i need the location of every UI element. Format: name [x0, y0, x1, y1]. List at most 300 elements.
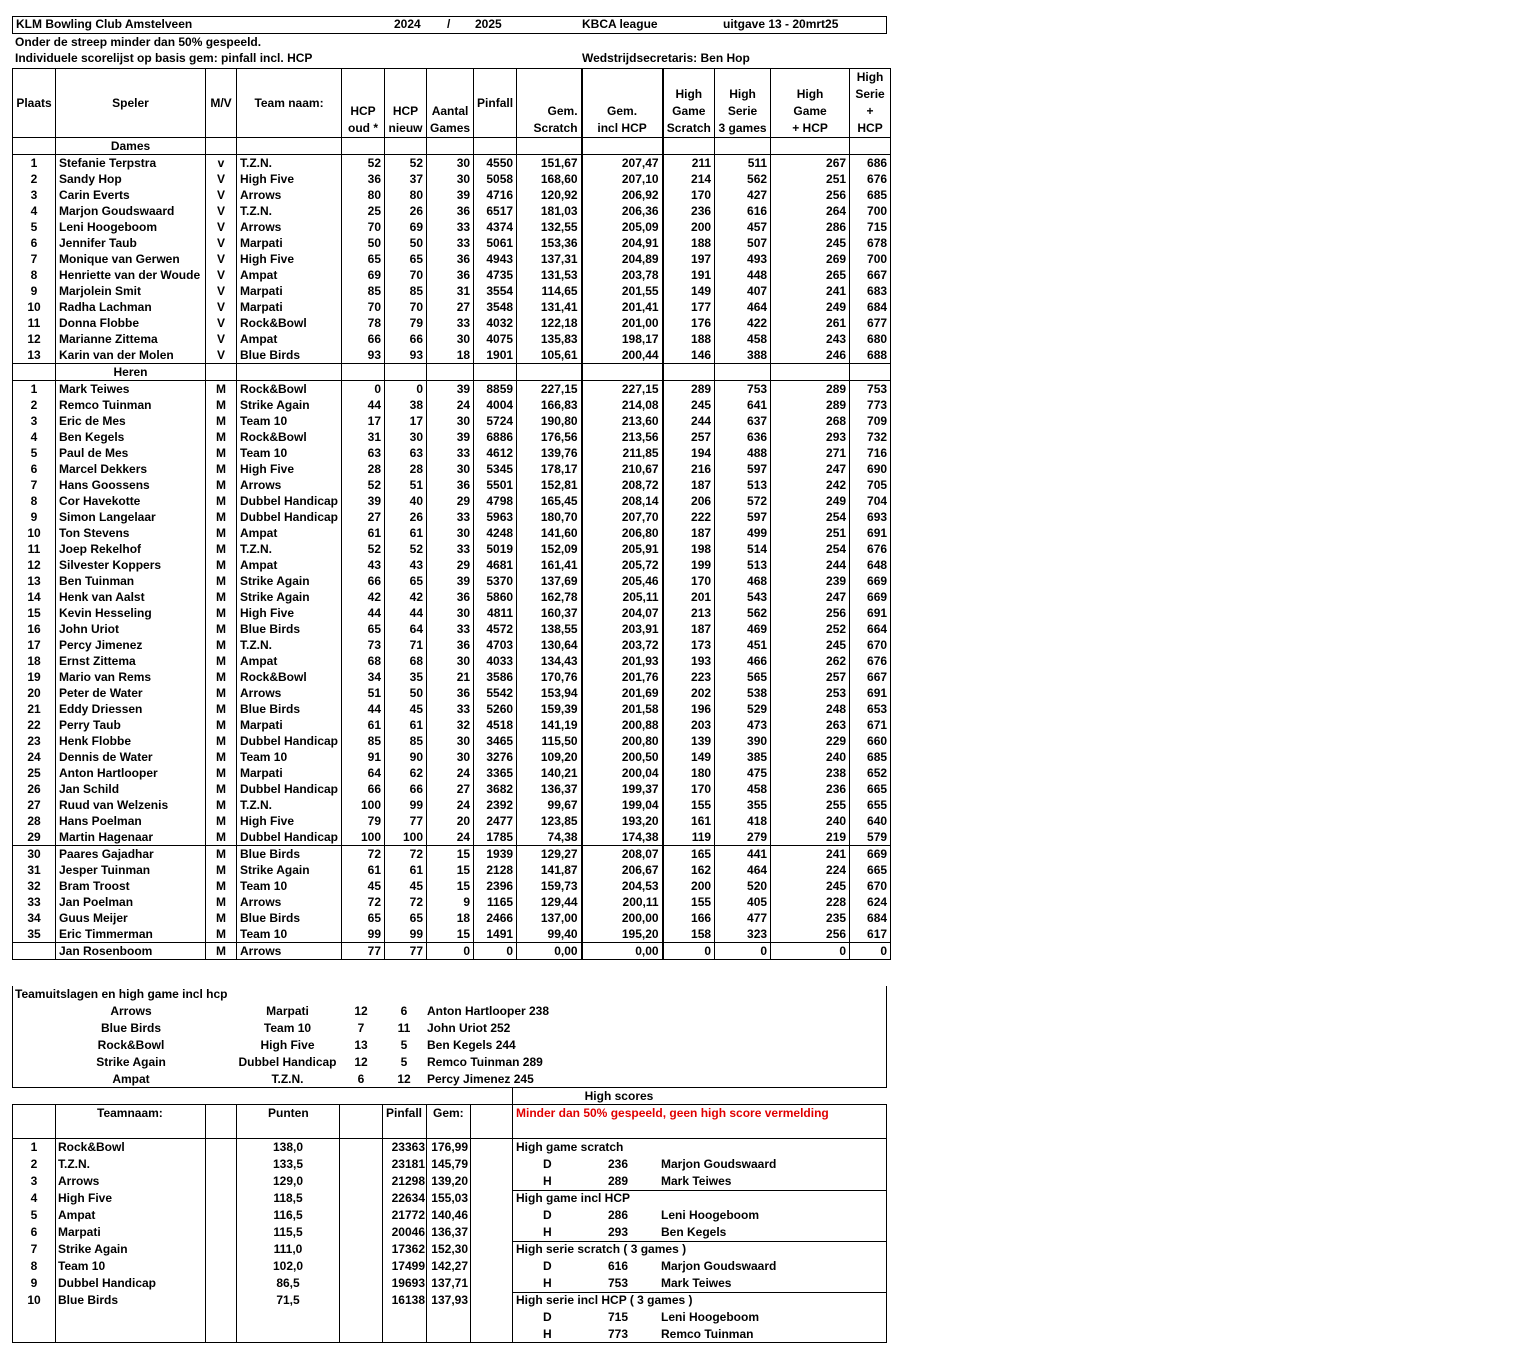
cell-pinfall: 1901	[474, 347, 517, 364]
cell-gem-hcp: 203,78	[582, 267, 663, 283]
cell-hcp-oud: 91	[342, 749, 385, 765]
cell-gem-scratch: 109,20	[517, 749, 582, 765]
standings-rank: 3	[30, 1174, 38, 1188]
team-result-home-team: Strike Again	[96, 1055, 166, 1069]
cell-plaats: 11	[13, 315, 56, 331]
cell-aantal-games: 39	[427, 381, 474, 398]
cell-high-serie-hcp: 676	[850, 653, 891, 669]
cell-high-game-scratch: 173	[663, 637, 715, 653]
cell-pinfall: 2392	[474, 797, 517, 813]
cell-team: Team 10	[237, 878, 342, 894]
cell-speler: Marjon Goudswaard	[56, 203, 206, 219]
section-heren-label: Heren	[56, 364, 206, 381]
cell-gem-hcp: 201,58	[582, 701, 663, 717]
cell-plaats: 21	[13, 701, 56, 717]
cell-high-serie-scratch: 422	[715, 315, 771, 331]
note-basis: Individuele scorelijst op basis gem: pinfall incl. HCP	[15, 51, 313, 65]
cell-hcp-oud: 68	[342, 653, 385, 669]
cell-aantal-games: 15	[427, 878, 474, 894]
high-score-player: Ben Kegels	[661, 1225, 727, 1239]
cell-speler: Eric Timmerman	[56, 926, 206, 943]
cell-hcp-nieuw: 50	[385, 685, 427, 701]
cell-high-game-hcp: 262	[771, 653, 850, 669]
cell-aantal-games: 30	[427, 413, 474, 429]
cell-high-game-hcp: 271	[771, 445, 850, 461]
cell-pinfall: 5963	[474, 509, 517, 525]
cell-speler: Carin Everts	[56, 187, 206, 203]
cell-high-serie-hcp: 617	[850, 926, 891, 943]
cell-aantal-games: 33	[427, 445, 474, 461]
cell-pinfall: 4248	[474, 525, 517, 541]
season-year-start: 2024	[394, 17, 421, 31]
season-year-end: 2025	[475, 17, 502, 31]
cell-high-serie-scratch: 565	[715, 669, 771, 685]
cell-team: Arrows	[237, 219, 342, 235]
standings-rank: 4	[30, 1191, 38, 1205]
high-score-player: Mark Teiwes	[661, 1174, 732, 1188]
cell-high-serie-hcp: 653	[850, 701, 891, 717]
cell-gem-hcp: 199,04	[582, 797, 663, 813]
cell-high-game-hcp: 238	[771, 765, 850, 781]
cell-hcp-nieuw: 38	[385, 397, 427, 413]
cell-pinfall: 5260	[474, 701, 517, 717]
cell-high-serie-scratch: 513	[715, 557, 771, 573]
cell-gem-scratch: 181,03	[517, 203, 582, 219]
cell-plaats: 31	[13, 862, 56, 878]
cell-aantal-games: 30	[427, 605, 474, 621]
cell-speler: Guus Meijer	[56, 910, 206, 926]
table-row	[13, 381, 891, 398]
cell-mv: M	[206, 381, 237, 398]
cell-speler: Henk Flobbe	[56, 733, 206, 749]
cell-team: Rock&Bowl	[237, 669, 342, 685]
cell-high-serie-scratch: 279	[715, 829, 771, 846]
cell-hcp-nieuw: 71	[385, 637, 427, 653]
standings-pinfall: 21298	[391, 1174, 425, 1188]
standings-points: 116,5	[273, 1208, 303, 1222]
cell-hcp-nieuw: 26	[385, 203, 427, 219]
cell-pinfall: 4716	[474, 187, 517, 203]
cell-gem-hcp: 198,17	[582, 331, 663, 347]
secretary-label: Wedstrijdsecretaris: Ben Hop	[582, 51, 750, 65]
cell-high-game-hcp: 239	[771, 573, 850, 589]
cell-hcp-nieuw: 40	[385, 493, 427, 509]
cell-hcp-nieuw: 85	[385, 283, 427, 299]
cell-high-game-hcp: 248	[771, 701, 850, 717]
cell-speler: Henk van Aalst	[56, 589, 206, 605]
high-score-player: Leni Hoogeboom	[661, 1208, 759, 1222]
table-row	[13, 669, 891, 685]
cell-aantal-games: 33	[427, 315, 474, 331]
cell-hcp-nieuw: 61	[385, 717, 427, 733]
cell-high-serie-hcp: 716	[850, 445, 891, 461]
cell-high-game-scratch: 197	[663, 251, 715, 267]
cell-high-serie-hcp: 669	[850, 589, 891, 605]
cell-hcp-oud: 79	[342, 813, 385, 829]
cell-aantal-games: 32	[427, 717, 474, 733]
cell-plaats: 2	[13, 171, 56, 187]
cell-hcp-oud: 39	[342, 493, 385, 509]
standings-pinfall: 19693	[391, 1276, 425, 1290]
cell-plaats: 11	[13, 541, 56, 557]
standings-points: 86,5	[276, 1276, 300, 1290]
cell-team: Rock&Bowl	[237, 315, 342, 331]
cell-mv: M	[206, 910, 237, 926]
cell-team: Dubbel Handicap	[237, 829, 342, 846]
cell-plaats: 24	[13, 749, 56, 765]
cell-speler: Martin Hagenaar	[56, 829, 206, 846]
standings-pinfall-header: Pinfall	[386, 1106, 423, 1120]
cell-hcp-oud: 99	[342, 926, 385, 943]
cell-speler: Remco Tuinman	[56, 397, 206, 413]
table-row	[13, 509, 891, 525]
cell-speler: Ben Kegels	[56, 429, 206, 445]
cell-pinfall: 4518	[474, 717, 517, 733]
cell-speler: John Uriot	[56, 621, 206, 637]
cell-pinfall: 5345	[474, 461, 517, 477]
cell-speler: Paares Gajadhar	[56, 846, 206, 863]
cell-high-serie-hcp: 683	[850, 283, 891, 299]
cell-pinfall: 5061	[474, 235, 517, 251]
cell-mv: M	[206, 605, 237, 621]
cell-hcp-nieuw: 51	[385, 477, 427, 493]
team-result-home-team: Blue Birds	[100, 1021, 161, 1035]
table-row	[13, 653, 891, 669]
cell-mv: M	[206, 878, 237, 894]
cell-hcp-oud: 52	[342, 477, 385, 493]
cell-gem-hcp: 206,80	[582, 525, 663, 541]
cell-high-game-scratch: 161	[663, 813, 715, 829]
table-row	[13, 781, 891, 797]
table-row	[13, 347, 891, 364]
cell-gem-hcp: 205,11	[582, 589, 663, 605]
cell-team: T.Z.N.	[237, 541, 342, 557]
cell-gem-scratch: 115,50	[517, 733, 582, 749]
cell-plaats: 13	[13, 347, 56, 364]
cell-high-game-scratch: 146	[663, 347, 715, 364]
cell-speler: Paul de Mes	[56, 445, 206, 461]
high-score-gender: D	[543, 1259, 552, 1273]
cell-hcp-nieuw: 43	[385, 557, 427, 573]
cell-mv: M	[206, 461, 237, 477]
cell-high-serie-scratch: 597	[715, 461, 771, 477]
cell-high-game-scratch: 188	[663, 331, 715, 347]
cell-high-game-hcp: 256	[771, 605, 850, 621]
cell-team: Ampat	[237, 525, 342, 541]
standings-rank: 9	[30, 1276, 38, 1290]
cell-mv: M	[206, 846, 237, 863]
cell-high-game-hcp: 268	[771, 413, 850, 429]
team-result-away-points: 6	[400, 1004, 408, 1018]
cell-hcp-oud: 66	[342, 573, 385, 589]
cell-high-game-hcp: 219	[771, 829, 850, 846]
cell-speler: Hans Poelman	[56, 813, 206, 829]
cell-hcp-oud: 85	[342, 283, 385, 299]
cell-high-game-hcp: 256	[771, 187, 850, 203]
cell-aantal-games: 29	[427, 493, 474, 509]
standings-rank: 1	[30, 1140, 38, 1154]
cell-aantal-games: 21	[427, 669, 474, 685]
cell-team: Arrows	[237, 477, 342, 493]
standings-average: 136,37	[431, 1225, 468, 1239]
cell-mv: M	[206, 701, 237, 717]
cell-mv: M	[206, 894, 237, 910]
cell-high-serie-hcp: 684	[850, 910, 891, 926]
table-row	[13, 910, 891, 926]
cell-team: High Five	[237, 251, 342, 267]
cell-team: Strike Again	[237, 397, 342, 413]
cell-gem-hcp: 0,00	[582, 943, 663, 960]
cell-aantal-games: 36	[427, 637, 474, 653]
col-high-game-hcp: High Game + HCP	[771, 69, 850, 138]
cell-team: Strike Again	[237, 573, 342, 589]
cell-gem-scratch: 166,83	[517, 397, 582, 413]
cell-hcp-nieuw: 61	[385, 525, 427, 541]
cell-high-serie-hcp: 700	[850, 251, 891, 267]
cell-gem-hcp: 195,20	[582, 926, 663, 943]
high-score-group-title: High game incl HCP	[516, 1191, 631, 1205]
cell-hcp-nieuw: 17	[385, 413, 427, 429]
cell-high-serie-scratch: 451	[715, 637, 771, 653]
league-name: KBCA league	[582, 17, 658, 31]
cell-high-game-scratch: 199	[663, 557, 715, 573]
cell-team: Dubbel Handicap	[237, 509, 342, 525]
high-score-player: Marjon Goudswaard	[661, 1157, 777, 1171]
cell-high-game-hcp: 242	[771, 477, 850, 493]
cell-hcp-nieuw: 100	[385, 829, 427, 846]
cell-high-serie-scratch: 597	[715, 509, 771, 525]
cell-hcp-oud: 100	[342, 797, 385, 813]
high-score-value: 616	[608, 1259, 629, 1273]
cell-high-game-scratch: 213	[663, 605, 715, 621]
cell-speler: Bram Troost	[56, 878, 206, 894]
standings-team: Marpati	[58, 1225, 101, 1239]
cell-aantal-games: 20	[427, 813, 474, 829]
cell-plaats: 8	[13, 493, 56, 509]
table-row	[13, 605, 891, 621]
cell-hcp-nieuw: 35	[385, 669, 427, 685]
high-score-gender: D	[543, 1310, 552, 1324]
cell-high-serie-hcp: 684	[850, 299, 891, 315]
cell-team: T.Z.N.	[237, 637, 342, 653]
cell-high-game-scratch: 170	[663, 573, 715, 589]
table-row	[13, 829, 891, 846]
cell-pinfall: 4550	[474, 155, 517, 172]
col-hcp-nieuw: HCP nieuw	[385, 69, 427, 138]
cell-plaats: 2	[13, 397, 56, 413]
cell-gem-scratch: 168,60	[517, 171, 582, 187]
cell-team: High Five	[237, 461, 342, 477]
cell-gem-hcp: 213,60	[582, 413, 663, 429]
cell-gem-scratch: 123,85	[517, 813, 582, 829]
high-score-player: Remco Tuinman	[661, 1327, 754, 1341]
cell-hcp-oud: 28	[342, 461, 385, 477]
cell-high-serie-scratch: 355	[715, 797, 771, 813]
cell-hcp-nieuw: 70	[385, 299, 427, 315]
cell-high-game-scratch: 149	[663, 749, 715, 765]
table-row	[13, 331, 891, 347]
cell-high-game-scratch: 170	[663, 187, 715, 203]
cell-gem-hcp: 213,56	[582, 429, 663, 445]
cell-high-game-hcp: 256	[771, 926, 850, 943]
cell-mv: V	[206, 283, 237, 299]
standings-points: 102,0	[272, 1259, 304, 1273]
cell-high-game-scratch: 187	[663, 621, 715, 637]
cell-speler: Kevin Hesseling	[56, 605, 206, 621]
cell-mv: M	[206, 413, 237, 429]
cell-aantal-games: 33	[427, 541, 474, 557]
cell-aantal-games: 33	[427, 701, 474, 717]
cell-pinfall: 4374	[474, 219, 517, 235]
cell-high-game-scratch: 187	[663, 477, 715, 493]
cell-team: Marpati	[237, 283, 342, 299]
cell-speler: Anton Hartlooper	[56, 765, 206, 781]
standings-points: 133,5	[272, 1157, 304, 1171]
cell-high-game-hcp: 236	[771, 781, 850, 797]
standings-team: Blue Birds	[58, 1293, 119, 1307]
cell-speler: Ernst Zittema	[56, 653, 206, 669]
cell-pinfall: 4735	[474, 267, 517, 283]
table-row	[13, 894, 891, 910]
cell-high-game-scratch: 198	[663, 541, 715, 557]
club-name: KLM Bowling Club Amstelveen	[16, 17, 193, 31]
table-row	[13, 397, 891, 413]
cell-gem-scratch: 131,41	[517, 299, 582, 315]
cell-pinfall: 5019	[474, 541, 517, 557]
standings-points: 138,0	[272, 1140, 304, 1154]
high-score-gender: D	[543, 1208, 552, 1222]
cell-high-serie-hcp: 773	[850, 397, 891, 413]
cell-high-game-hcp: 254	[771, 541, 850, 557]
table-row	[13, 235, 891, 251]
cell-hcp-nieuw: 26	[385, 509, 427, 525]
cell-high-game-scratch: 245	[663, 397, 715, 413]
high-score-value: 753	[608, 1276, 629, 1290]
standings-team: Strike Again	[58, 1242, 128, 1256]
table-row	[13, 299, 891, 315]
cell-high-game-scratch: 236	[663, 203, 715, 219]
cell-gem-scratch: 137,31	[517, 251, 582, 267]
cell-gem-scratch: 153,94	[517, 685, 582, 701]
cell-gem-hcp: 205,72	[582, 557, 663, 573]
standings-average: 142,27	[431, 1259, 468, 1273]
cell-hcp-oud: 0	[342, 381, 385, 398]
cell-high-game-scratch: 216	[663, 461, 715, 477]
cell-gem-scratch: 178,17	[517, 461, 582, 477]
cell-high-serie-hcp: 671	[850, 717, 891, 733]
standings-rank: 8	[30, 1259, 38, 1273]
cell-high-serie-scratch: 468	[715, 573, 771, 589]
cell-hcp-nieuw: 63	[385, 445, 427, 461]
table-row	[13, 315, 891, 331]
cell-plaats: 10	[13, 525, 56, 541]
cell-high-serie-scratch: 616	[715, 203, 771, 219]
table-row	[13, 525, 891, 541]
cell-pinfall: 1785	[474, 829, 517, 846]
cell-gem-scratch: 99,40	[517, 926, 582, 943]
cell-high-serie-scratch: 753	[715, 381, 771, 398]
team-result-home-points: 12	[354, 1055, 368, 1069]
cell-high-serie-hcp: 660	[850, 733, 891, 749]
cell-high-game-scratch: 223	[663, 669, 715, 685]
cell-aantal-games: 15	[427, 862, 474, 878]
cell-high-game-scratch: 211	[663, 155, 715, 172]
cell-pinfall: 4572	[474, 621, 517, 637]
cell-high-serie-scratch: 457	[715, 219, 771, 235]
cell-pinfall: 4811	[474, 605, 517, 621]
cell-high-serie-hcp: 685	[850, 749, 891, 765]
cell-gem-hcp: 207,47	[582, 155, 663, 172]
cell-gem-scratch: 151,67	[517, 155, 582, 172]
cell-mv: M	[206, 669, 237, 685]
cell-mv: M	[206, 943, 237, 960]
cell-hcp-nieuw: 85	[385, 733, 427, 749]
cell-team: Strike Again	[237, 862, 342, 878]
cell-high-serie-hcp: 676	[850, 541, 891, 557]
standings-pinfall: 17499	[391, 1259, 425, 1273]
cell-team: Strike Again	[237, 589, 342, 605]
cell-hcp-nieuw: 61	[385, 862, 427, 878]
table-row	[13, 219, 891, 235]
standings-average: 145,79	[431, 1157, 468, 1171]
cell-high-serie-scratch: 538	[715, 685, 771, 701]
table-row	[13, 589, 891, 605]
cell-high-serie-hcp: 665	[850, 862, 891, 878]
team-result-home-team: Arrows	[110, 1004, 152, 1018]
cell-mv: M	[206, 781, 237, 797]
standings-average: 155,03	[431, 1191, 468, 1205]
cell-high-game-hcp: 252	[771, 621, 850, 637]
cell-gem-hcp: 208,72	[582, 477, 663, 493]
cell-mv: M	[206, 621, 237, 637]
cell-gem-scratch: 180,70	[517, 509, 582, 525]
cell-high-serie-hcp: 691	[850, 685, 891, 701]
cell-speler: Hans Goossens	[56, 477, 206, 493]
cell-aantal-games: 36	[427, 477, 474, 493]
cell-high-serie-hcp: 665	[850, 781, 891, 797]
cell-speler: Marcel Dekkers	[56, 461, 206, 477]
high-score-group-title: High game scratch	[516, 1140, 624, 1154]
team-result-high-game: Ben Kegels 244	[427, 1038, 516, 1052]
cell-high-game-hcp: 263	[771, 717, 850, 733]
cell-hcp-oud: 100	[342, 829, 385, 846]
cell-high-serie-hcp: 685	[850, 187, 891, 203]
cell-aantal-games: 9	[427, 894, 474, 910]
cell-gem-hcp: 210,67	[582, 461, 663, 477]
cell-high-serie-scratch: 323	[715, 926, 771, 943]
cell-hcp-oud: 44	[342, 605, 385, 621]
cell-pinfall: 2466	[474, 910, 517, 926]
cell-plaats: 32	[13, 878, 56, 894]
cell-hcp-oud: 61	[342, 717, 385, 733]
table-row	[13, 493, 891, 509]
cell-high-game-scratch: 214	[663, 171, 715, 187]
cell-plaats: 13	[13, 573, 56, 589]
cell-aantal-games: 30	[427, 525, 474, 541]
cell-hcp-nieuw: 45	[385, 878, 427, 894]
cell-hcp-oud: 50	[342, 235, 385, 251]
note-below-line: Onder de streep minder dan 50% gespeeld.	[15, 35, 262, 49]
standings-team: T.Z.N.	[58, 1157, 90, 1171]
cell-gem-scratch: 122,18	[517, 315, 582, 331]
cell-mv: M	[206, 589, 237, 605]
cell-high-game-scratch: 201	[663, 589, 715, 605]
cell-hcp-oud: 80	[342, 187, 385, 203]
cell-plaats: 14	[13, 589, 56, 605]
cell-high-game-scratch: 244	[663, 413, 715, 429]
cell-pinfall: 1939	[474, 846, 517, 863]
cell-mv: M	[206, 477, 237, 493]
